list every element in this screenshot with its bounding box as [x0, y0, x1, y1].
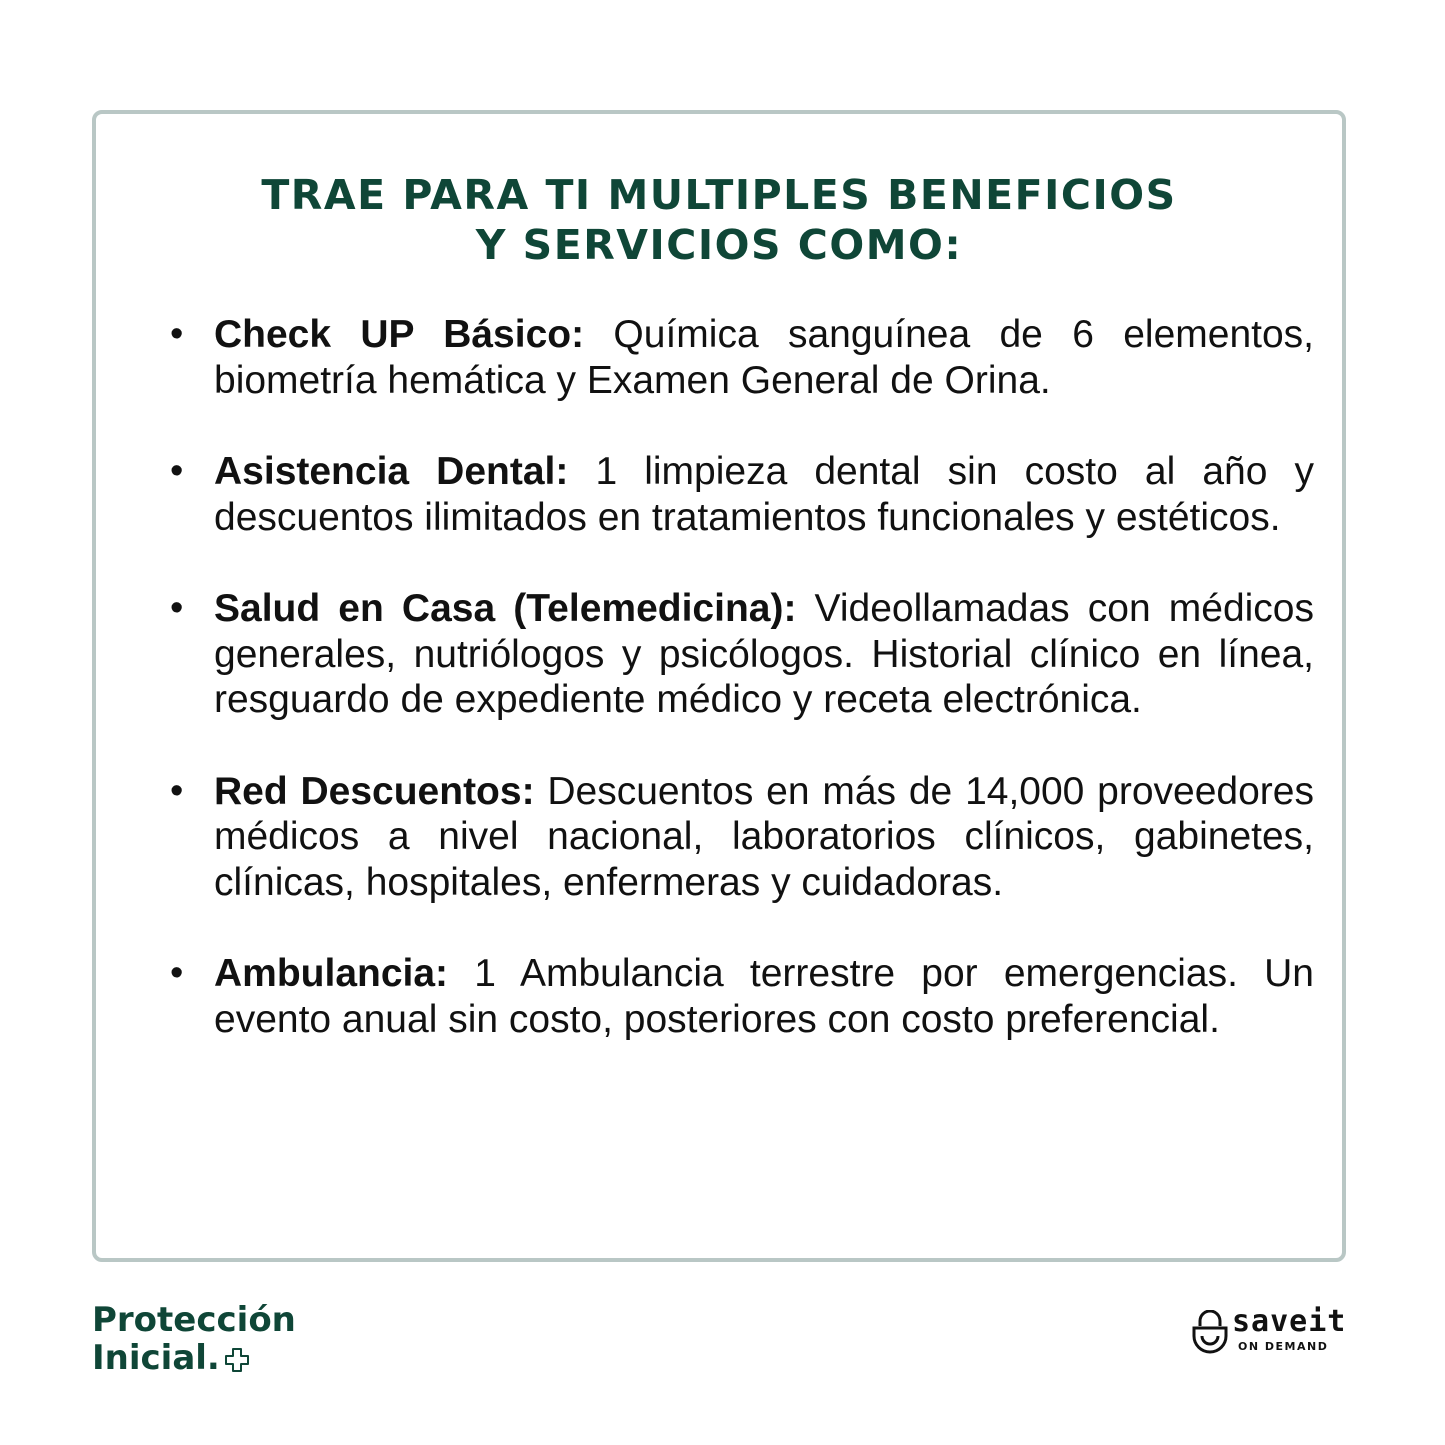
- benefit-text: 1 Ambulancia terrestre por emergencias. Un evento anual sin costo, posteriores con costo preferencial.: [214, 952, 1314, 1041]
- logo-word: saveit: [1232, 1304, 1347, 1339]
- saveit-logo: [1190, 1304, 1360, 1360]
- lock-icon: [1190, 1310, 1230, 1354]
- list-item: [170, 769, 1314, 906]
- title-line-1: TRAE PARA TI MULTIPLES BENEFICIOS: [261, 171, 1177, 219]
- benefit-text: Descuentos en más de 14,000 proveedores médicos a nivel nacional, laboratorios clínicos, gabinetes, clínicas, hospitales, enfermeras y cuidadoras.: [214, 769, 1314, 904]
- benefits-list: [170, 312, 1314, 1088]
- plus-cross-icon: [224, 1347, 250, 1373]
- title-line-2: Y SERVICIOS COMO:: [475, 221, 963, 269]
- benefit-text: Videollamadas con médicos generales, nutriólogos y psicólogos. Historial clínico en línea, resguardo de expediente médico y receta electrónica.: [214, 587, 1314, 721]
- brand-line-2-wrap: [92, 1339, 296, 1377]
- brand-line-2: Inicial.: [92, 1338, 220, 1378]
- list-item: [170, 951, 1314, 1042]
- brand-line-1: Protección: [92, 1300, 296, 1340]
- list-item: [170, 312, 1314, 403]
- benefits-card: [92, 110, 1346, 1262]
- benefit-text: Química sanguínea de 6 elementos, biometría hemática y Examen General de Orina.: [214, 313, 1314, 402]
- bullet-icon: •: [170, 313, 184, 355]
- bullet-icon: •: [170, 450, 184, 492]
- logo-subtitle: ON DEMAND: [1238, 1340, 1329, 1353]
- bullet-icon: •: [170, 952, 184, 994]
- brand-proteccion-inicial: [92, 1301, 296, 1377]
- benefit-label: Salud en Casa (Telemedicina):: [214, 587, 797, 630]
- list-item: [170, 449, 1314, 540]
- bullet-icon: •: [170, 769, 184, 812]
- list-item: [170, 586, 1314, 723]
- bullet-icon: •: [170, 587, 184, 629]
- benefit-label: Red Descuentos:: [214, 769, 535, 813]
- benefit-label: Check UP Básico:: [214, 313, 585, 356]
- benefit-text: 1 limpieza dental sin costo al año y descuentos ilimitados en tratamientos funcionales y estéticos.: [214, 450, 1314, 539]
- benefit-label: Ambulancia:: [214, 952, 449, 995]
- benefit-label: Asistencia Dental:: [214, 450, 569, 493]
- page-title: [96, 170, 1342, 270]
